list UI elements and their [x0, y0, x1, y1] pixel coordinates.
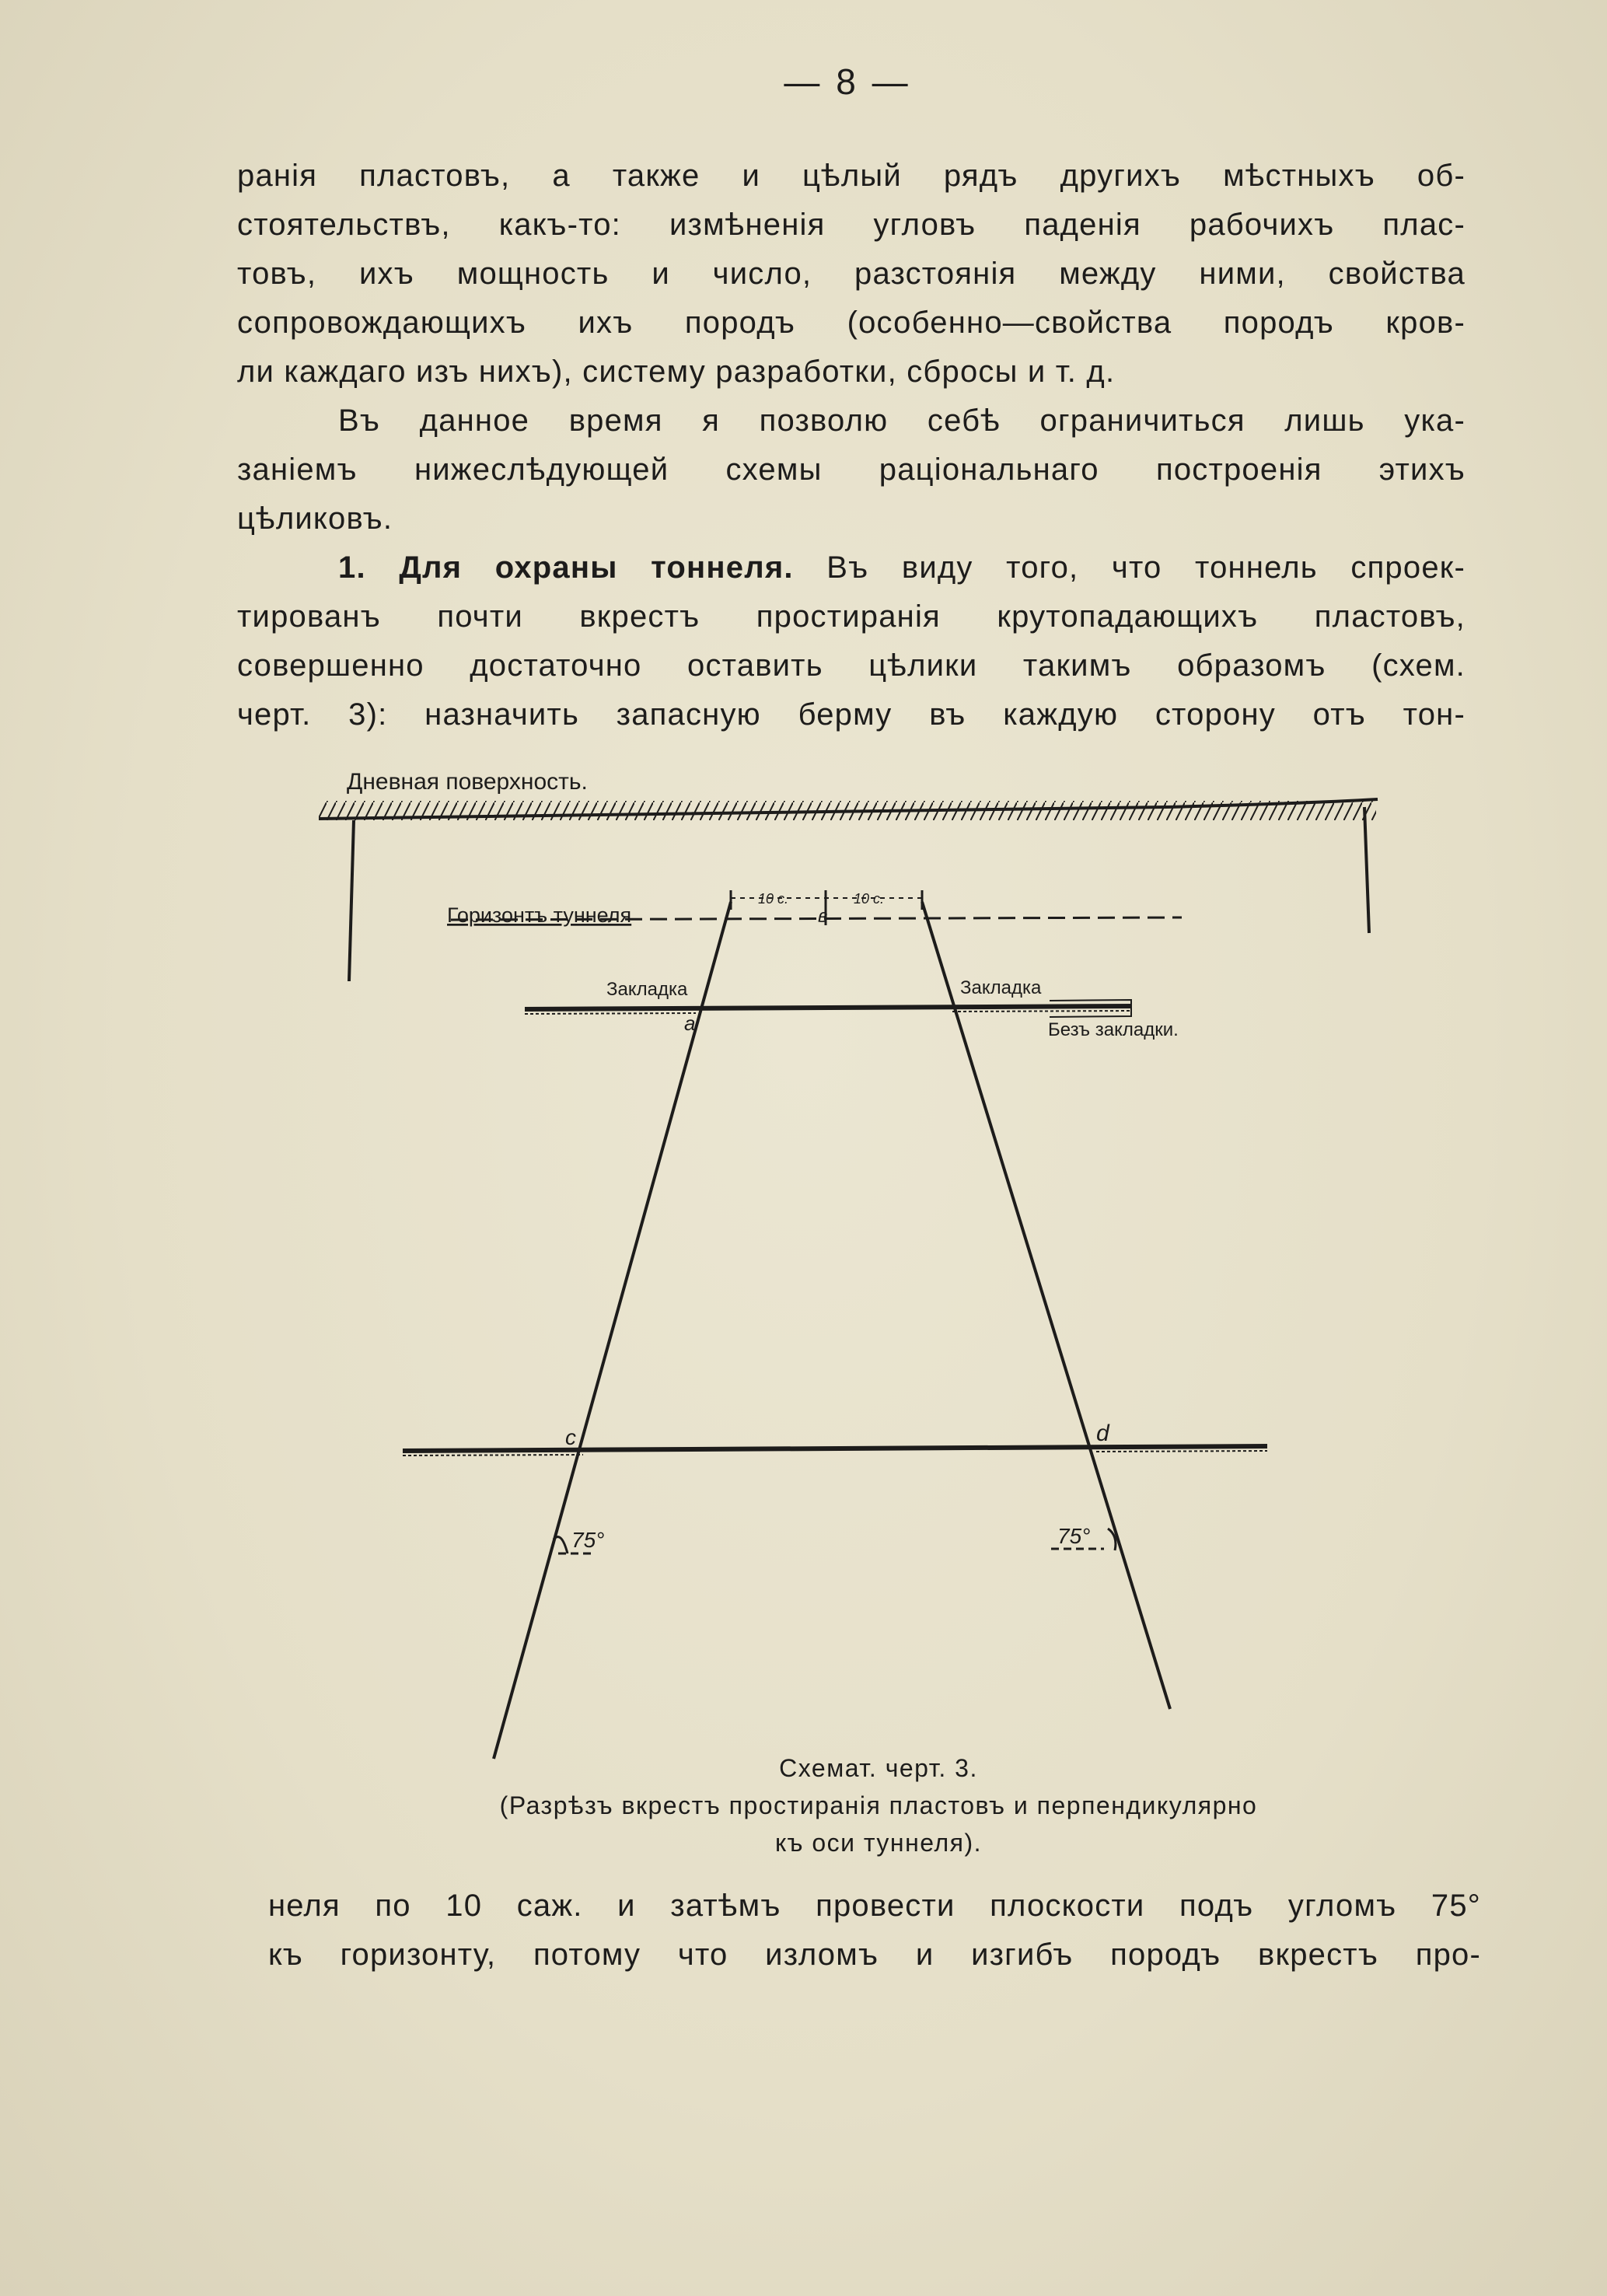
figure-caption [373, 1749, 1384, 1861]
point-b-label: в [818, 906, 828, 927]
fill-hatch-right [952, 1011, 1131, 1012]
caption-line: (Разрѣзъ вкрестъ простиранія пластовъ и перпендикулярно [499, 1791, 1258, 1819]
fill-hatch-left [525, 1013, 696, 1014]
dimension-label-left: 10 с. [758, 891, 789, 907]
lower-hatch-left [403, 1455, 583, 1456]
left-edge-line [349, 820, 354, 981]
caption-line: къ оси туннеля). [774, 1829, 983, 1857]
text-line: къ горизонту, потому что изломъ и изгибъ породъ вкрестъ про- [268, 1938, 1481, 1972]
text-line: товъ, ихъ мощность и число, разстоянія между ними, свойства [237, 257, 1466, 291]
text-line: цѣликовъ. [237, 501, 393, 536]
upper-level-line [525, 1006, 1131, 1009]
caption-title: Схемат. черт. 3. [779, 1754, 978, 1782]
text-line: сопровождающихъ ихъ породъ (особенно—свойства породъ кров- [237, 306, 1466, 340]
no-fill-label: Безъ закладки. [1048, 1019, 1179, 1040]
main-text-bottom [268, 1882, 1481, 1980]
fill-label-left: Закладка [606, 979, 688, 1000]
angle-label-left: 75° [571, 1528, 605, 1552]
point-d-label: d [1096, 1421, 1109, 1446]
text-fragment: Въ виду того, что тоннель спроек- [793, 550, 1466, 585]
lower-hatch-right [1096, 1451, 1267, 1452]
page-number: — 8 — [784, 61, 911, 102]
tunnel-horizon-label: Горизонтъ туннеля [447, 903, 632, 927]
angle-label-right: 75° [1057, 1524, 1091, 1548]
surface-label: Дневная поверхность. [347, 769, 588, 795]
fill-label-right: Закладка [960, 977, 1042, 998]
text-line: черт. 3): назначить запасную берму въ каждую сторону отъ тон- [237, 697, 1466, 732]
lower-level-line [403, 1446, 1267, 1451]
right-edge-line [1364, 807, 1369, 933]
text-line: неля по 10 саж. и затѣмъ провести плоскости подъ угломъ 75° [268, 1889, 1481, 1923]
text-line: ли каждаго изъ нихъ), систему разработки, сбросы и т. д. [237, 355, 1116, 389]
text-line: Въ данное время я позволю себѣ ограничиться лишь ука- [338, 404, 1466, 438]
text-line: тированъ почти вкрестъ простиранія крутопадающихъ пластовъ, [237, 599, 1466, 634]
text-line: стоятельствъ, какъ-то: измѣненія угловъ паденія рабочихъ плас- [237, 208, 1466, 242]
point-c-label: c [565, 1425, 576, 1449]
text-line: совершенно достаточно оставить цѣлики такимъ образомъ (схем. [237, 648, 1466, 683]
point-a-label: a [684, 1012, 696, 1035]
text-line: ранія пластовъ, а также и цѣлый рядъ другихъ мѣстныхъ об- [237, 159, 1466, 193]
text-line: заніемъ нижеслѣдующей схемы раціональнаго построенія этихъ [237, 453, 1466, 487]
section-heading: 1. Для охраны тоннеля. [338, 550, 794, 585]
dimension-label-right: 10 с. [854, 891, 885, 907]
